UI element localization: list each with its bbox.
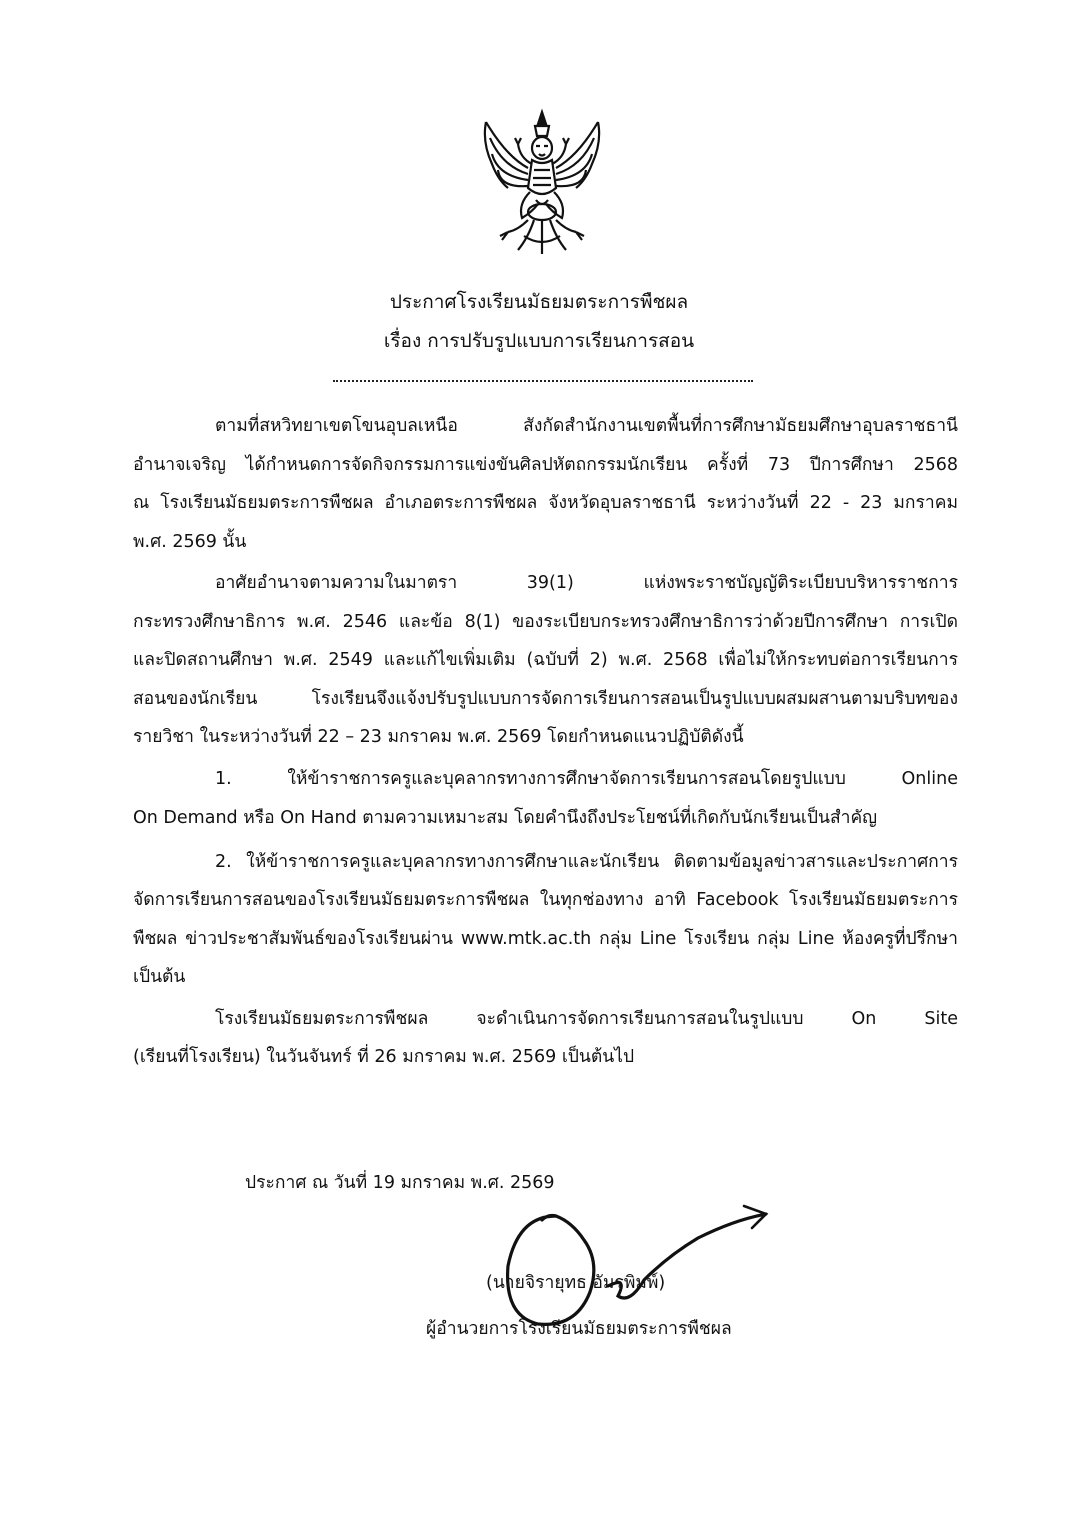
text-line: อำนาจเจริญ ได้กำหนดการจัดกิจกรรมการแข่งขันศิลปหัตถกรรมนักเรียน ครั้งที่ 73 ปีการศึกษา 2568	[133, 455, 958, 475]
text-line: ตามที่สหวิทยาเขตโขนอุบลเหนือ สังกัดสำนักงานเขตพื้นที่การศึกษามัธยมศึกษาอุบลราชธานี	[215, 416, 958, 436]
text-line: สอนของนักเรียน โรงเรียนจึงแจ้งปรับรูปแบบการจัดการเรียนการสอนเป็นรูปแบบผสมผสานตามบริบทของ	[133, 689, 958, 709]
text-line: ณ โรงเรียนมัธยมตระการพืชผล อำเภอตระการพืชผล จังหวัดอุบลราชธานี ระหว่างวันที่ 22 - 23 มกราคม	[133, 493, 958, 513]
text-line: จัดการเรียนการสอนของโรงเรียนมัธยมตระการพืชผล ในทุกช่องทาง อาทิ Facebook โรงเรียนมัธยมตระการ	[133, 890, 958, 910]
announcement-issuer: ประกาศโรงเรียนมัธยมตระการพืชผล	[389, 291, 689, 313]
garuda-emblem-icon	[478, 108, 606, 258]
title-divider	[333, 380, 753, 382]
signer-name: (นายจิรายุทธ อัมรพิมพ์)	[486, 1273, 666, 1293]
text-line: และปิดสถานศึกษา พ.ศ. 2549 และแก้ไขเพิ่มเติม (ฉบับที่ 2) พ.ศ. 2568 เพื่อไม่ให้กระทบต่อการเรียนการ	[133, 650, 958, 670]
signer-position: ผู้อำนวยการโรงเรียนมัธยมตระการพืชผล	[426, 1319, 732, 1339]
text-line: เป็นต้น	[133, 967, 186, 987]
text-line: (เรียนที่โรงเรียน) ในวันจันทร์ ที่ 26 มกราคม พ.ศ. 2569 เป็นต้นไป	[133, 1047, 635, 1067]
text-line: พ.ศ. 2569 นั้น	[133, 532, 247, 552]
text-line: รายวิชา ในระหว่างวันที่ 22 – 23 มกราคม พ.ศ. 2569 โดยกำหนดแนวปฏิบัติดังนี้	[133, 727, 744, 747]
text-line: 1. ให้ข้าราชการครูและบุคลากรทางการศึกษาจัดการเรียนการสอนโดยรูปแบบ Online	[215, 769, 958, 789]
text-line: On Demand หรือ On Hand ตามความเหมาะสม โดยคำนึงถึงประโยชน์ที่เกิดกับนักเรียนเป็นสำคัญ	[133, 808, 878, 828]
announced-date: ประกาศ ณ วันที่ 19 มกราคม พ.ศ. 2569	[245, 1173, 555, 1193]
text-line: กระทรวงศึกษาธิการ พ.ศ. 2546 และข้อ 8(1) ของระเบียบกระทรวงศึกษาธิการว่าด้วยปีการศึกษา การเปิด	[133, 612, 958, 632]
text-line: โรงเรียนมัธยมตระการพืชผล จะดำเนินการจัดการเรียนการสอนในรูปแบบ On Site	[215, 1009, 958, 1029]
text-line: พืชผล ข่าวประชาสัมพันธ์ของโรงเรียนผ่าน www.mtk.ac.th กลุ่ม Line โรงเรียน กลุ่ม Line ห้องครูที่ปรึกษา	[133, 929, 958, 949]
text-line: อาศัยอำนาจตามความในมาตรา 39(1) แห่งพระราชบัญญัติระเบียบบริหารราชการ	[215, 573, 958, 593]
text-line: 2. ให้ข้าราชการครูและบุคลากรทางการศึกษาและนักเรียน ติดตามข้อมูลข่าวสารและประกาศการ	[215, 852, 958, 872]
announcement-subject: เรื่อง การปรับรูปแบบการเรียนการสอน	[383, 330, 695, 352]
